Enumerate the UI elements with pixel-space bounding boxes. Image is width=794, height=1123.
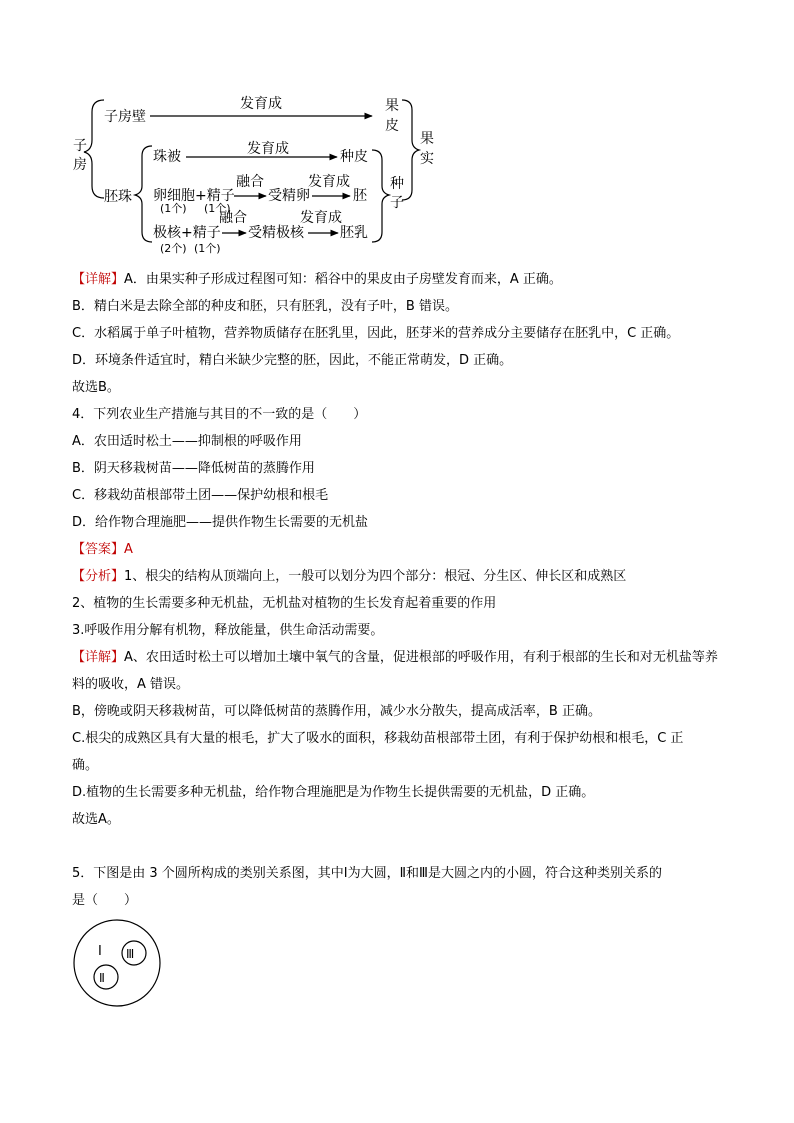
q4-analysis-2: 2、植物的生长需要多种无机盐，无机盐对植物的生长发育起着重要的作用 <box>72 596 497 611</box>
circle-big <box>74 920 160 1006</box>
q3-detail-d: D．环境条件适宜时，精白米缺少完整的胚，因此，不能正常萌发，D 正确。 <box>72 353 513 368</box>
zygote-label: 受精卵 <box>268 188 310 204</box>
q4-answer: 【答案】A <box>72 542 133 557</box>
q4-detail-c-1: C.根尖的成熟区具有大量的根毛，扩大了吸水的面积，移栽幼苗根部带土团，有利于保护幼根和根毛，C 正 <box>72 731 684 746</box>
fruit-formation-diagram <box>0 0 794 270</box>
develops-label-3: 发育成 <box>308 174 350 190</box>
integument-label: 珠被 <box>153 149 181 165</box>
ovary-char-1: 子 <box>73 138 87 154</box>
embryo-label: 胚 <box>353 188 367 204</box>
count-one-b: (1个) <box>204 202 231 215</box>
seed-coat-label: 种皮 <box>340 149 368 165</box>
q4-analysis-1: 【分析】1、根尖的结构从顶端向上，一般可以划分为四个部分：根冠、分生区、伸长区和成熟区 <box>72 569 627 584</box>
q3-detail-b: B．精白米是去除全部的种皮和胚，只有胚乳，没有子叶，B 错误。 <box>72 299 458 314</box>
label-small-ii: Ⅱ <box>99 971 105 985</box>
q4-option-a: A．农田适时松土——抑制根的呼吸作用 <box>72 434 302 449</box>
count-one-c: (1个) <box>194 242 221 255</box>
circle-small-ii <box>94 965 118 989</box>
ovule-label: 胚珠 <box>104 189 132 205</box>
fruit-char-2: 实 <box>420 151 434 167</box>
q4-detail-b: B，傍晚或阴天移栽树苗，可以降低树苗的蒸腾作用，减少水分散失，提高成活率，B 正确。 <box>72 704 601 719</box>
q5-stem-2: 是（ ） <box>72 893 138 908</box>
ovary-wall-label: 子房壁 <box>104 109 146 125</box>
fertilized-polar-label: 受精极核 <box>248 225 304 241</box>
fuse-label-2: 融合 <box>219 210 247 226</box>
q4-stem: 4．下列农业生产措施与其目的不一致的是（ ） <box>72 407 367 422</box>
seed-char-1: 种 <box>390 176 404 192</box>
ovary-brace <box>84 100 104 198</box>
develops-label-1: 发育成 <box>240 96 282 112</box>
q4-choose: 故选A。 <box>72 812 120 827</box>
fuse-label-1: 融合 <box>236 174 264 190</box>
fruit-char-1: 果 <box>420 131 434 147</box>
polar-sperm-label: 极核+精子 <box>153 225 221 241</box>
q4-option-b: B．阴天移栽树苗——降低树苗的蒸腾作用 <box>72 461 315 476</box>
develops-label-2: 发育成 <box>247 141 289 157</box>
q4-detail-a-1: 【详解】A、农田适时松土可以增加土壤中氧气的含量，促进根部的呼吸作用，有利于根部的生长和对无机盐等养 <box>72 650 718 665</box>
count-one-a: (1个) <box>160 202 187 215</box>
pericarp-char-1: 果 <box>385 98 399 114</box>
q3-detail-c: C．水稻属于单子叶植物，营养物质储存在胚乳里，因此，胚芽米的营养成分主要储存在胚乳中，C 正确。 <box>72 326 680 341</box>
q3-choose: 故选B。 <box>72 380 120 395</box>
q4-detail-c-2: 确。 <box>72 758 99 773</box>
category-circle-diagram <box>70 916 170 1016</box>
q4-option-d: D．给作物合理施肥——提供作物生长需要的无机盐 <box>72 515 369 530</box>
egg-sperm-label: 卵细胞+精子 <box>153 188 235 204</box>
q5-stem-1: 5．下图是由 3 个圆所构成的类别关系图，其中Ⅰ为大圆，Ⅱ和Ⅲ是大圆之内的小圆，符合这种类别关系的 <box>72 866 663 881</box>
endosperm-label: 胚乳 <box>340 225 368 241</box>
count-two: (2个) <box>160 242 187 255</box>
pericarp-char-2: 皮 <box>385 118 399 134</box>
q4-detail-d: D.植物的生长需要多种无机盐，给作物合理施肥是为作物生长提供需要的无机盐，D 正确。 <box>72 785 595 800</box>
q3-detail-a: 【详解】A．由果实种子形成过程图可知：稻谷中的果皮由子房壁发育而来，A 正确。 <box>72 272 562 287</box>
label-small-iii: Ⅲ <box>126 947 135 961</box>
ovule-brace <box>135 146 152 242</box>
q4-analysis-3: 3.呼吸作用分解有机物，释放能量，供生命活动需要。 <box>72 623 384 638</box>
ovary-char-2: 房 <box>73 157 87 173</box>
label-big: Ⅰ <box>98 944 102 959</box>
q4-detail-a-2: 料的吸收，A 错误。 <box>72 677 190 692</box>
fruit-brace <box>402 100 419 200</box>
seed-brace <box>372 150 389 242</box>
develops-label-4: 发育成 <box>300 210 342 226</box>
q4-option-c: C．移栽幼苗根部带土团——保护幼根和根毛 <box>72 488 329 503</box>
seed-char-2: 子 <box>390 195 404 211</box>
